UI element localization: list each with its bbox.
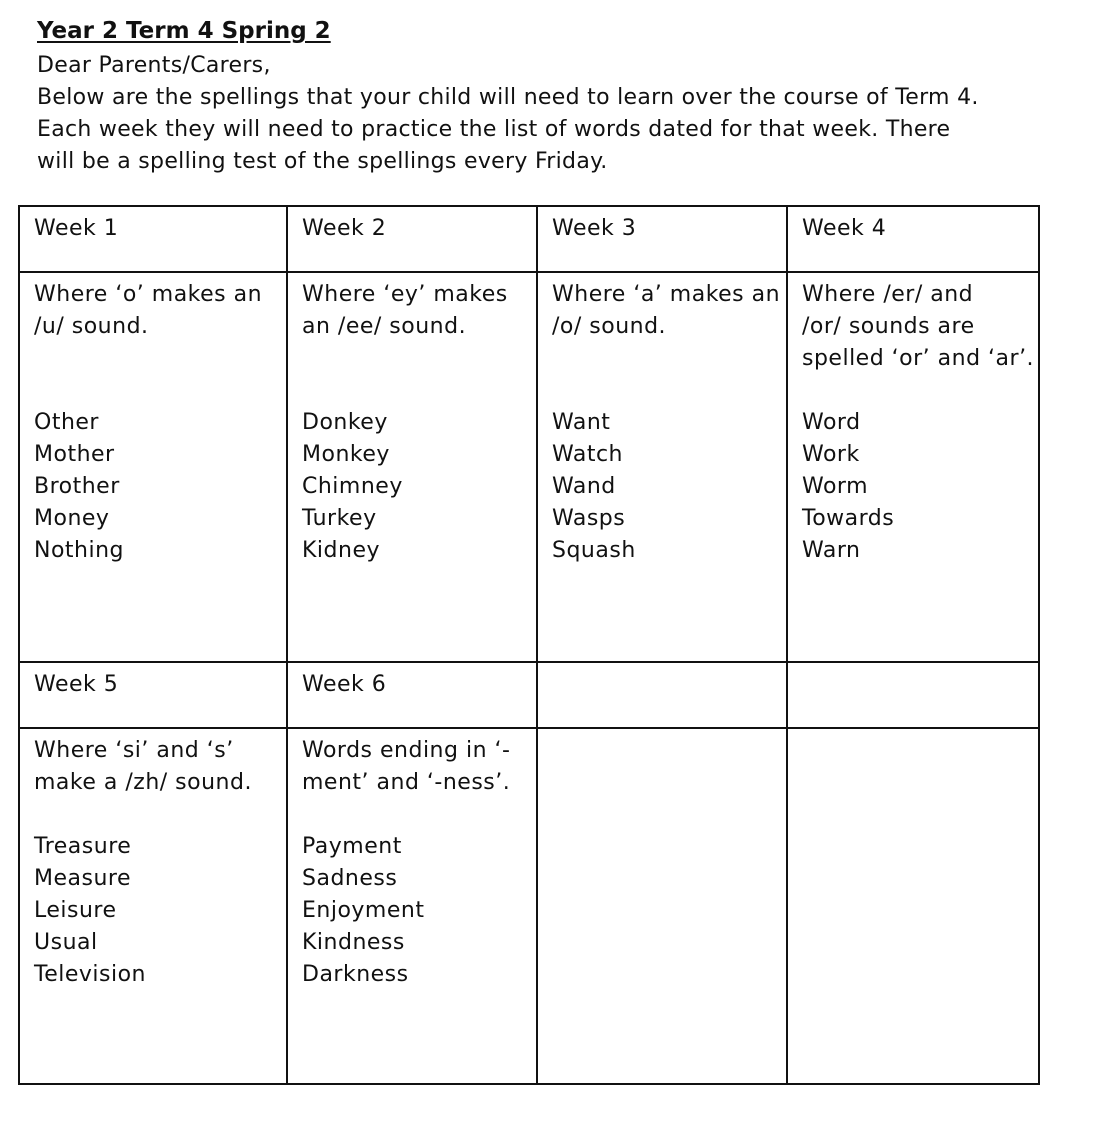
week-2-rule: an /ee/ sound. [302,314,467,339]
intro-line-3: will be a spelling test of the spellings every Friday. [37,149,608,174]
week-2-word: Kidney [302,538,381,563]
spelling-table [18,205,1040,1085]
week-3-rule: /o/ sound. [552,314,667,339]
intro-line-1: Below are the spellings that your child will need to learn over the course of Term 4. [37,85,979,110]
week-3-cell [537,272,787,662]
week-3-rule: Where ‘a’ makes an [552,282,781,307]
week-2-word: Turkey [302,506,377,531]
greeting: Dear Parents/Carers, [37,53,271,78]
week-1-word: Mother [34,442,115,467]
week-6-word: Kindness [302,930,405,955]
week-1-header: Week 1 [19,206,287,272]
week-5-rule: Where ‘si’ and ‘s’ [34,738,234,763]
empty-cell [537,662,787,728]
week-2-rule: Where ‘ey’ makes [302,282,508,307]
week-1-word: Nothing [34,538,125,563]
week-3-word: Watch [552,442,623,467]
week-2-header: Week 2 [287,206,537,272]
week-4-word: Worm [802,474,869,499]
week-3-word: Squash [552,538,636,563]
week-5-word: Measure [34,866,131,891]
week-4-rule: spelled ‘or’ and ‘ar’. [802,346,1035,371]
week-3-word: Wasps [552,506,626,531]
week-4-word: Towards [802,506,895,531]
week-5-header: Week 5 [19,662,287,728]
intro-text [37,50,979,178]
week-1-word: Money [34,506,110,531]
table-row [19,206,1039,272]
week-5-word: Treasure [34,834,132,859]
table-row [19,662,1039,728]
week-6-rule: Words ending in ‘- [302,738,511,763]
week-6-cell [287,728,537,1084]
week-3-header: Week 3 [537,206,787,272]
week-4-word: Word [802,410,861,435]
week-2-cell [287,272,537,662]
week-5-word: Television [34,962,146,987]
week-2-word: Donkey [302,410,388,435]
week-4-header: Week 4 [787,206,1039,272]
week-2-word: Monkey [302,442,390,467]
week-6-word: Darkness [302,962,409,987]
week-1-cell [19,272,287,662]
week-5-cell [19,728,287,1084]
week-4-word: Work [802,442,860,467]
page-title: Year 2 Term 4 Spring 2 [37,18,331,44]
week-3-word: Want [552,410,611,435]
week-5-rule: make a /zh/ sound. [34,770,252,795]
week-3-word: Wand [552,474,616,499]
week-5-word: Usual [34,930,98,955]
week-2-word: Chimney [302,474,403,499]
week-1-word: Brother [34,474,120,499]
week-4-word: Warn [802,538,861,563]
table-row [19,728,1039,1084]
week-6-word: Sadness [302,866,398,891]
week-4-rule: /or/ sounds are [802,314,975,339]
week-6-header: Week 6 [287,662,537,728]
week-5-word: Leisure [34,898,117,923]
week-4-rule: Where /er/ and [802,282,974,307]
empty-cell [787,662,1039,728]
week-1-word: Other [34,410,99,435]
table-row [19,272,1039,662]
week-6-word: Enjoyment [302,898,425,923]
week-6-word: Payment [302,834,402,859]
week-4-cell [787,272,1039,662]
week-1-rule: Where ‘o’ makes an [34,282,263,307]
intro-line-2: Each week they will need to practice the list of words dated for that week. There [37,117,951,142]
empty-cell [537,728,787,1084]
week-1-rule: /u/ sound. [34,314,149,339]
empty-cell [787,728,1039,1084]
week-6-rule: ment’ and ‘-ness’. [302,770,511,795]
